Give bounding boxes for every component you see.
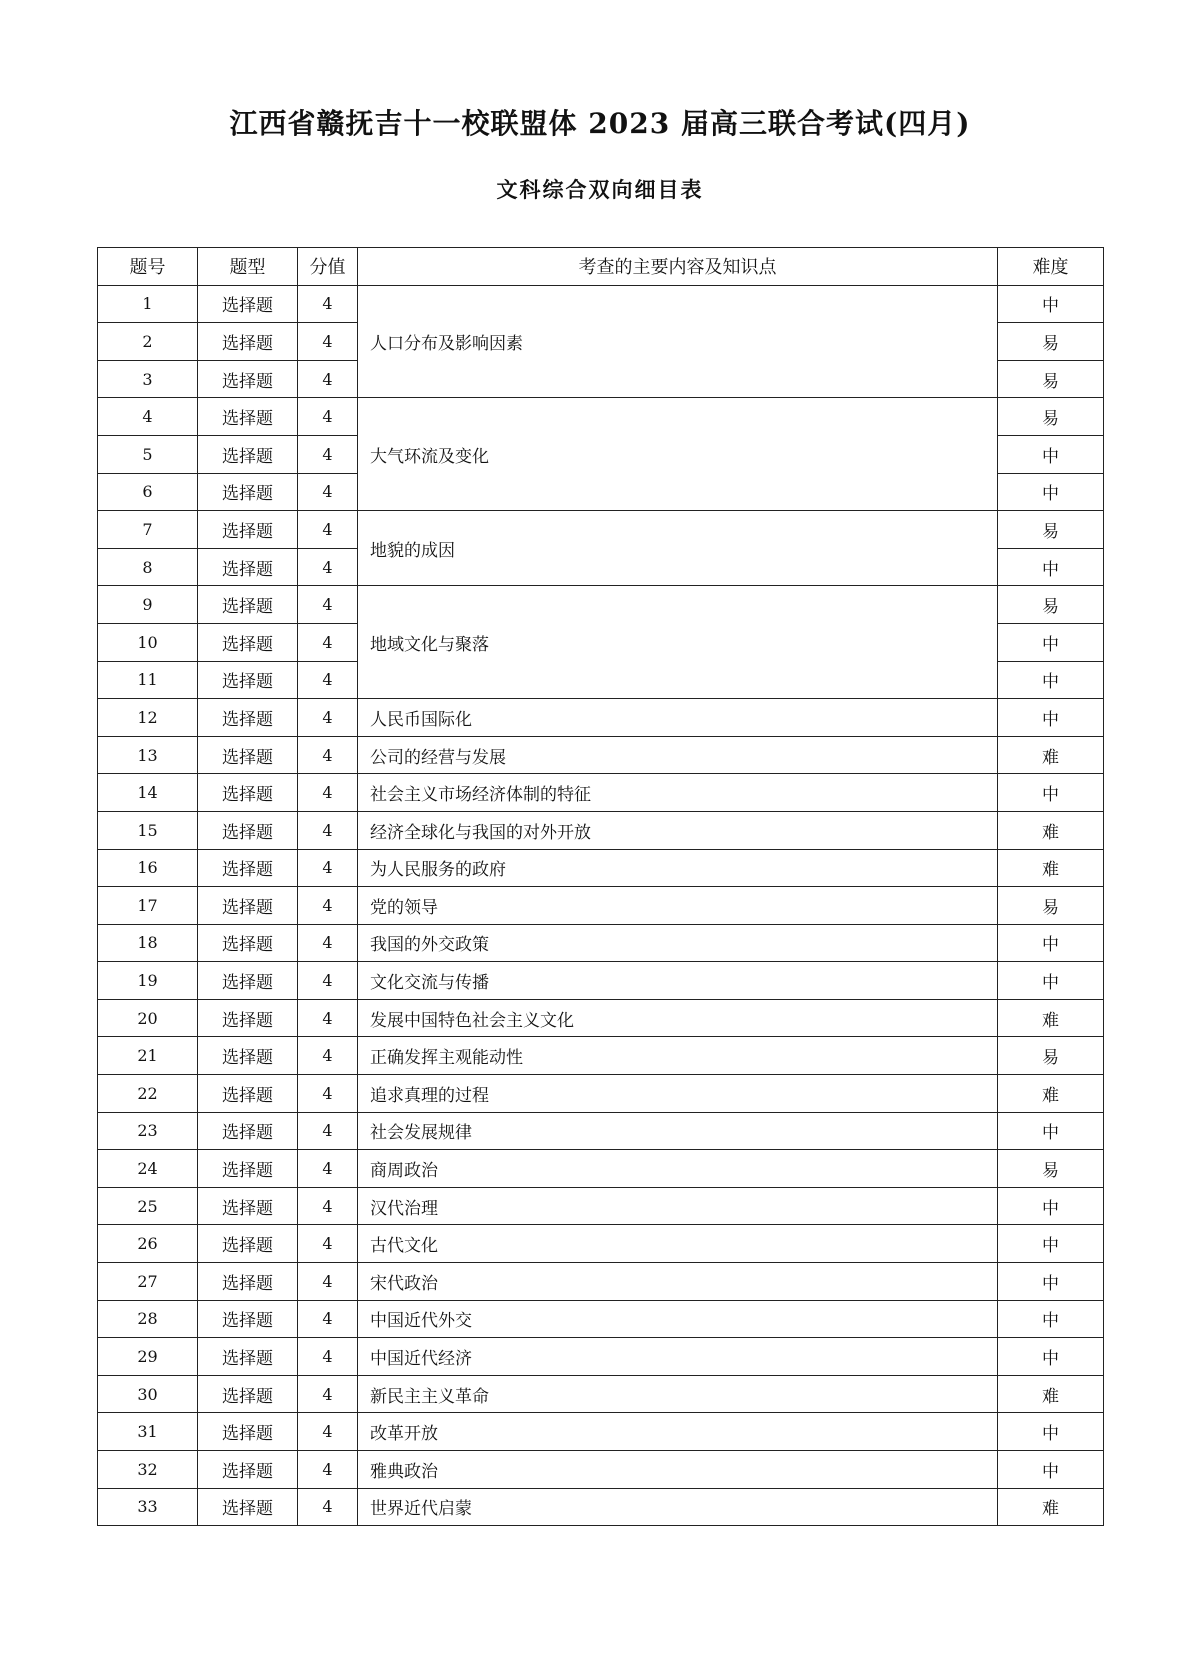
question-difficulty: 难 — [998, 1488, 1104, 1526]
question-content: 我国的外交政策 — [358, 924, 998, 962]
question-type: 选择题 — [198, 1075, 298, 1113]
question-type: 选择题 — [198, 849, 298, 887]
question-type: 选择题 — [198, 774, 298, 812]
question-score: 4 — [298, 962, 358, 1000]
question-score: 4 — [298, 1112, 358, 1150]
question-difficulty: 中 — [998, 699, 1104, 737]
question-difficulty: 中 — [998, 1225, 1104, 1263]
question-type: 选择题 — [198, 661, 298, 699]
question-difficulty: 中 — [998, 1187, 1104, 1225]
question-type: 选择题 — [198, 398, 298, 436]
question-content: 人口分布及影响因素 — [358, 285, 998, 398]
question-difficulty: 难 — [998, 811, 1104, 849]
question-difficulty: 易 — [998, 360, 1104, 398]
table-row — [98, 1263, 1104, 1301]
question-score: 4 — [298, 811, 358, 849]
question-number: 22 — [98, 1075, 198, 1113]
question-score: 4 — [298, 548, 358, 586]
question-score: 4 — [298, 1488, 358, 1526]
question-difficulty: 难 — [998, 1075, 1104, 1113]
question-difficulty: 中 — [998, 623, 1104, 661]
question-number: 25 — [98, 1187, 198, 1225]
table-row — [98, 1075, 1104, 1113]
question-difficulty: 中 — [998, 962, 1104, 1000]
question-difficulty: 中 — [998, 1300, 1104, 1338]
table-row — [98, 811, 1104, 849]
question-score: 4 — [298, 1338, 358, 1376]
question-number: 6 — [98, 473, 198, 511]
question-score: 4 — [298, 1187, 358, 1225]
question-type: 选择题 — [198, 1225, 298, 1263]
question-difficulty: 易 — [998, 398, 1104, 436]
header-question-number: 题号 — [98, 248, 198, 286]
question-content: 汉代治理 — [358, 1187, 998, 1225]
question-number: 11 — [98, 661, 198, 699]
table-row — [98, 962, 1104, 1000]
question-number: 13 — [98, 736, 198, 774]
table-header-row — [98, 248, 1104, 286]
table-row — [98, 1375, 1104, 1413]
question-type: 选择题 — [198, 1488, 298, 1526]
question-score: 4 — [298, 661, 358, 699]
table-row — [98, 511, 1104, 549]
question-difficulty: 中 — [998, 435, 1104, 473]
question-score: 4 — [298, 849, 358, 887]
question-type: 选择题 — [198, 285, 298, 323]
question-number: 28 — [98, 1300, 198, 1338]
question-score: 4 — [298, 887, 358, 925]
question-content: 公司的经营与发展 — [358, 736, 998, 774]
question-type: 选择题 — [198, 623, 298, 661]
question-type: 选择题 — [198, 323, 298, 361]
question-score: 4 — [298, 699, 358, 737]
question-number: 8 — [98, 548, 198, 586]
question-type: 选择题 — [198, 1112, 298, 1150]
question-score: 4 — [298, 736, 358, 774]
question-type: 选择题 — [198, 1037, 298, 1075]
question-difficulty: 难 — [998, 1375, 1104, 1413]
question-type: 选择题 — [198, 511, 298, 549]
question-type: 选择题 — [198, 1375, 298, 1413]
question-score: 4 — [298, 360, 358, 398]
question-number: 12 — [98, 699, 198, 737]
question-score: 4 — [298, 623, 358, 661]
question-content: 地域文化与聚落 — [358, 586, 998, 699]
question-number: 14 — [98, 774, 198, 812]
question-difficulty: 易 — [998, 1150, 1104, 1188]
question-number: 16 — [98, 849, 198, 887]
question-difficulty: 中 — [998, 1451, 1104, 1489]
question-content: 社会主义市场经济体制的特征 — [358, 774, 998, 812]
question-type: 选择题 — [198, 586, 298, 624]
question-type: 选择题 — [198, 699, 298, 737]
table-row — [98, 774, 1104, 812]
table-row — [98, 849, 1104, 887]
question-content: 新民主主义革命 — [358, 1375, 998, 1413]
question-type: 选择题 — [198, 1187, 298, 1225]
question-content: 世界近代启蒙 — [358, 1488, 998, 1526]
question-content: 宋代政治 — [358, 1263, 998, 1301]
question-difficulty: 难 — [998, 849, 1104, 887]
question-difficulty: 易 — [998, 887, 1104, 925]
question-number: 2 — [98, 323, 198, 361]
question-number: 19 — [98, 962, 198, 1000]
question-score: 4 — [298, 1451, 358, 1489]
table-row — [98, 1187, 1104, 1225]
table-row — [98, 736, 1104, 774]
question-difficulty: 难 — [998, 736, 1104, 774]
question-number: 10 — [98, 623, 198, 661]
question-number: 29 — [98, 1338, 198, 1376]
table-row — [98, 1150, 1104, 1188]
question-content: 地貌的成因 — [358, 511, 998, 586]
question-difficulty: 中 — [998, 1263, 1104, 1301]
question-type: 选择题 — [198, 1338, 298, 1376]
question-type: 选择题 — [198, 999, 298, 1037]
question-content: 经济全球化与我国的对外开放 — [358, 811, 998, 849]
question-score: 4 — [298, 398, 358, 436]
question-score: 4 — [298, 586, 358, 624]
question-number: 32 — [98, 1451, 198, 1489]
question-type: 选择题 — [198, 548, 298, 586]
question-number: 33 — [98, 1488, 198, 1526]
question-difficulty: 中 — [998, 1413, 1104, 1451]
table-row — [98, 887, 1104, 925]
table-row — [98, 1037, 1104, 1075]
table-row — [98, 1338, 1104, 1376]
question-score: 4 — [298, 323, 358, 361]
question-type: 选择题 — [198, 473, 298, 511]
page-title: 江西省赣抚吉十一校联盟体 2023 届高三联合考试(四月) — [229, 107, 971, 140]
spec-table — [97, 247, 1104, 1526]
table-row — [98, 1300, 1104, 1338]
header-score: 分值 — [298, 248, 358, 286]
question-type: 选择题 — [198, 887, 298, 925]
table-row — [98, 1112, 1104, 1150]
question-difficulty: 易 — [998, 586, 1104, 624]
question-difficulty: 难 — [998, 999, 1104, 1037]
question-content: 大气环流及变化 — [358, 398, 998, 511]
question-content: 中国近代外交 — [358, 1300, 998, 1338]
question-score: 4 — [298, 1150, 358, 1188]
question-number: 15 — [98, 811, 198, 849]
question-score: 4 — [298, 1413, 358, 1451]
question-type: 选择题 — [198, 1300, 298, 1338]
question-number: 30 — [98, 1375, 198, 1413]
question-difficulty: 中 — [998, 285, 1104, 323]
question-difficulty: 易 — [998, 1037, 1104, 1075]
question-number: 9 — [98, 586, 198, 624]
question-score: 4 — [298, 285, 358, 323]
question-score: 4 — [298, 1375, 358, 1413]
question-number: 3 — [98, 360, 198, 398]
question-content: 文化交流与传播 — [358, 962, 998, 1000]
table-row — [98, 1451, 1104, 1489]
question-number: 26 — [98, 1225, 198, 1263]
question-content: 为人民服务的政府 — [358, 849, 998, 887]
question-score: 4 — [298, 1263, 358, 1301]
table-row — [98, 586, 1104, 624]
question-content: 正确发挥主观能动性 — [358, 1037, 998, 1075]
question-difficulty: 中 — [998, 473, 1104, 511]
question-difficulty: 中 — [998, 1338, 1104, 1376]
question-number: 24 — [98, 1150, 198, 1188]
question-content: 雅典政治 — [358, 1451, 998, 1489]
question-content: 社会发展规律 — [358, 1112, 998, 1150]
question-content: 改革开放 — [358, 1413, 998, 1451]
question-score: 4 — [298, 1225, 358, 1263]
question-number: 20 — [98, 999, 198, 1037]
question-type: 选择题 — [198, 962, 298, 1000]
table-row — [98, 924, 1104, 962]
question-type: 选择题 — [198, 736, 298, 774]
question-number: 31 — [98, 1413, 198, 1451]
question-score: 4 — [298, 473, 358, 511]
question-number: 21 — [98, 1037, 198, 1075]
question-difficulty: 中 — [998, 661, 1104, 699]
question-number: 5 — [98, 435, 198, 473]
question-type: 选择题 — [198, 1150, 298, 1188]
question-difficulty: 中 — [998, 774, 1104, 812]
question-number: 4 — [98, 398, 198, 436]
question-type: 选择题 — [198, 924, 298, 962]
header-difficulty: 难度 — [998, 248, 1104, 286]
question-difficulty: 易 — [998, 511, 1104, 549]
question-content: 发展中国特色社会主义文化 — [358, 999, 998, 1037]
question-type: 选择题 — [198, 811, 298, 849]
question-difficulty: 中 — [998, 1112, 1104, 1150]
question-difficulty: 中 — [998, 548, 1104, 586]
question-score: 4 — [298, 435, 358, 473]
question-type: 选择题 — [198, 435, 298, 473]
question-score: 4 — [298, 511, 358, 549]
question-content: 党的领导 — [358, 887, 998, 925]
question-number: 1 — [98, 285, 198, 323]
question-type: 选择题 — [198, 1263, 298, 1301]
question-number: 7 — [98, 511, 198, 549]
question-type: 选择题 — [198, 360, 298, 398]
question-score: 4 — [298, 924, 358, 962]
header-content: 考查的主要内容及知识点 — [358, 248, 998, 286]
question-type: 选择题 — [198, 1451, 298, 1489]
table-row — [98, 699, 1104, 737]
table-row — [98, 1225, 1104, 1263]
question-content: 商周政治 — [358, 1150, 998, 1188]
question-score: 4 — [298, 1037, 358, 1075]
question-score: 4 — [298, 1300, 358, 1338]
question-content: 追求真理的过程 — [358, 1075, 998, 1113]
question-type: 选择题 — [198, 1413, 298, 1451]
question-score: 4 — [298, 1075, 358, 1113]
table-row — [98, 1488, 1104, 1526]
table-row — [98, 398, 1104, 436]
question-content: 人民币国际化 — [358, 699, 998, 737]
question-content: 古代文化 — [358, 1225, 998, 1263]
page-subtitle: 文科综合双向细目表 — [496, 178, 704, 202]
question-score: 4 — [298, 999, 358, 1037]
question-number: 18 — [98, 924, 198, 962]
question-difficulty: 中 — [998, 924, 1104, 962]
question-score: 4 — [298, 774, 358, 812]
question-number: 23 — [98, 1112, 198, 1150]
header-question-type: 题型 — [198, 248, 298, 286]
question-difficulty: 易 — [998, 323, 1104, 361]
table-row — [98, 285, 1104, 323]
question-number: 17 — [98, 887, 198, 925]
question-content: 中国近代经济 — [358, 1338, 998, 1376]
question-number: 27 — [98, 1263, 198, 1301]
table-row — [98, 1413, 1104, 1451]
table-row — [98, 999, 1104, 1037]
